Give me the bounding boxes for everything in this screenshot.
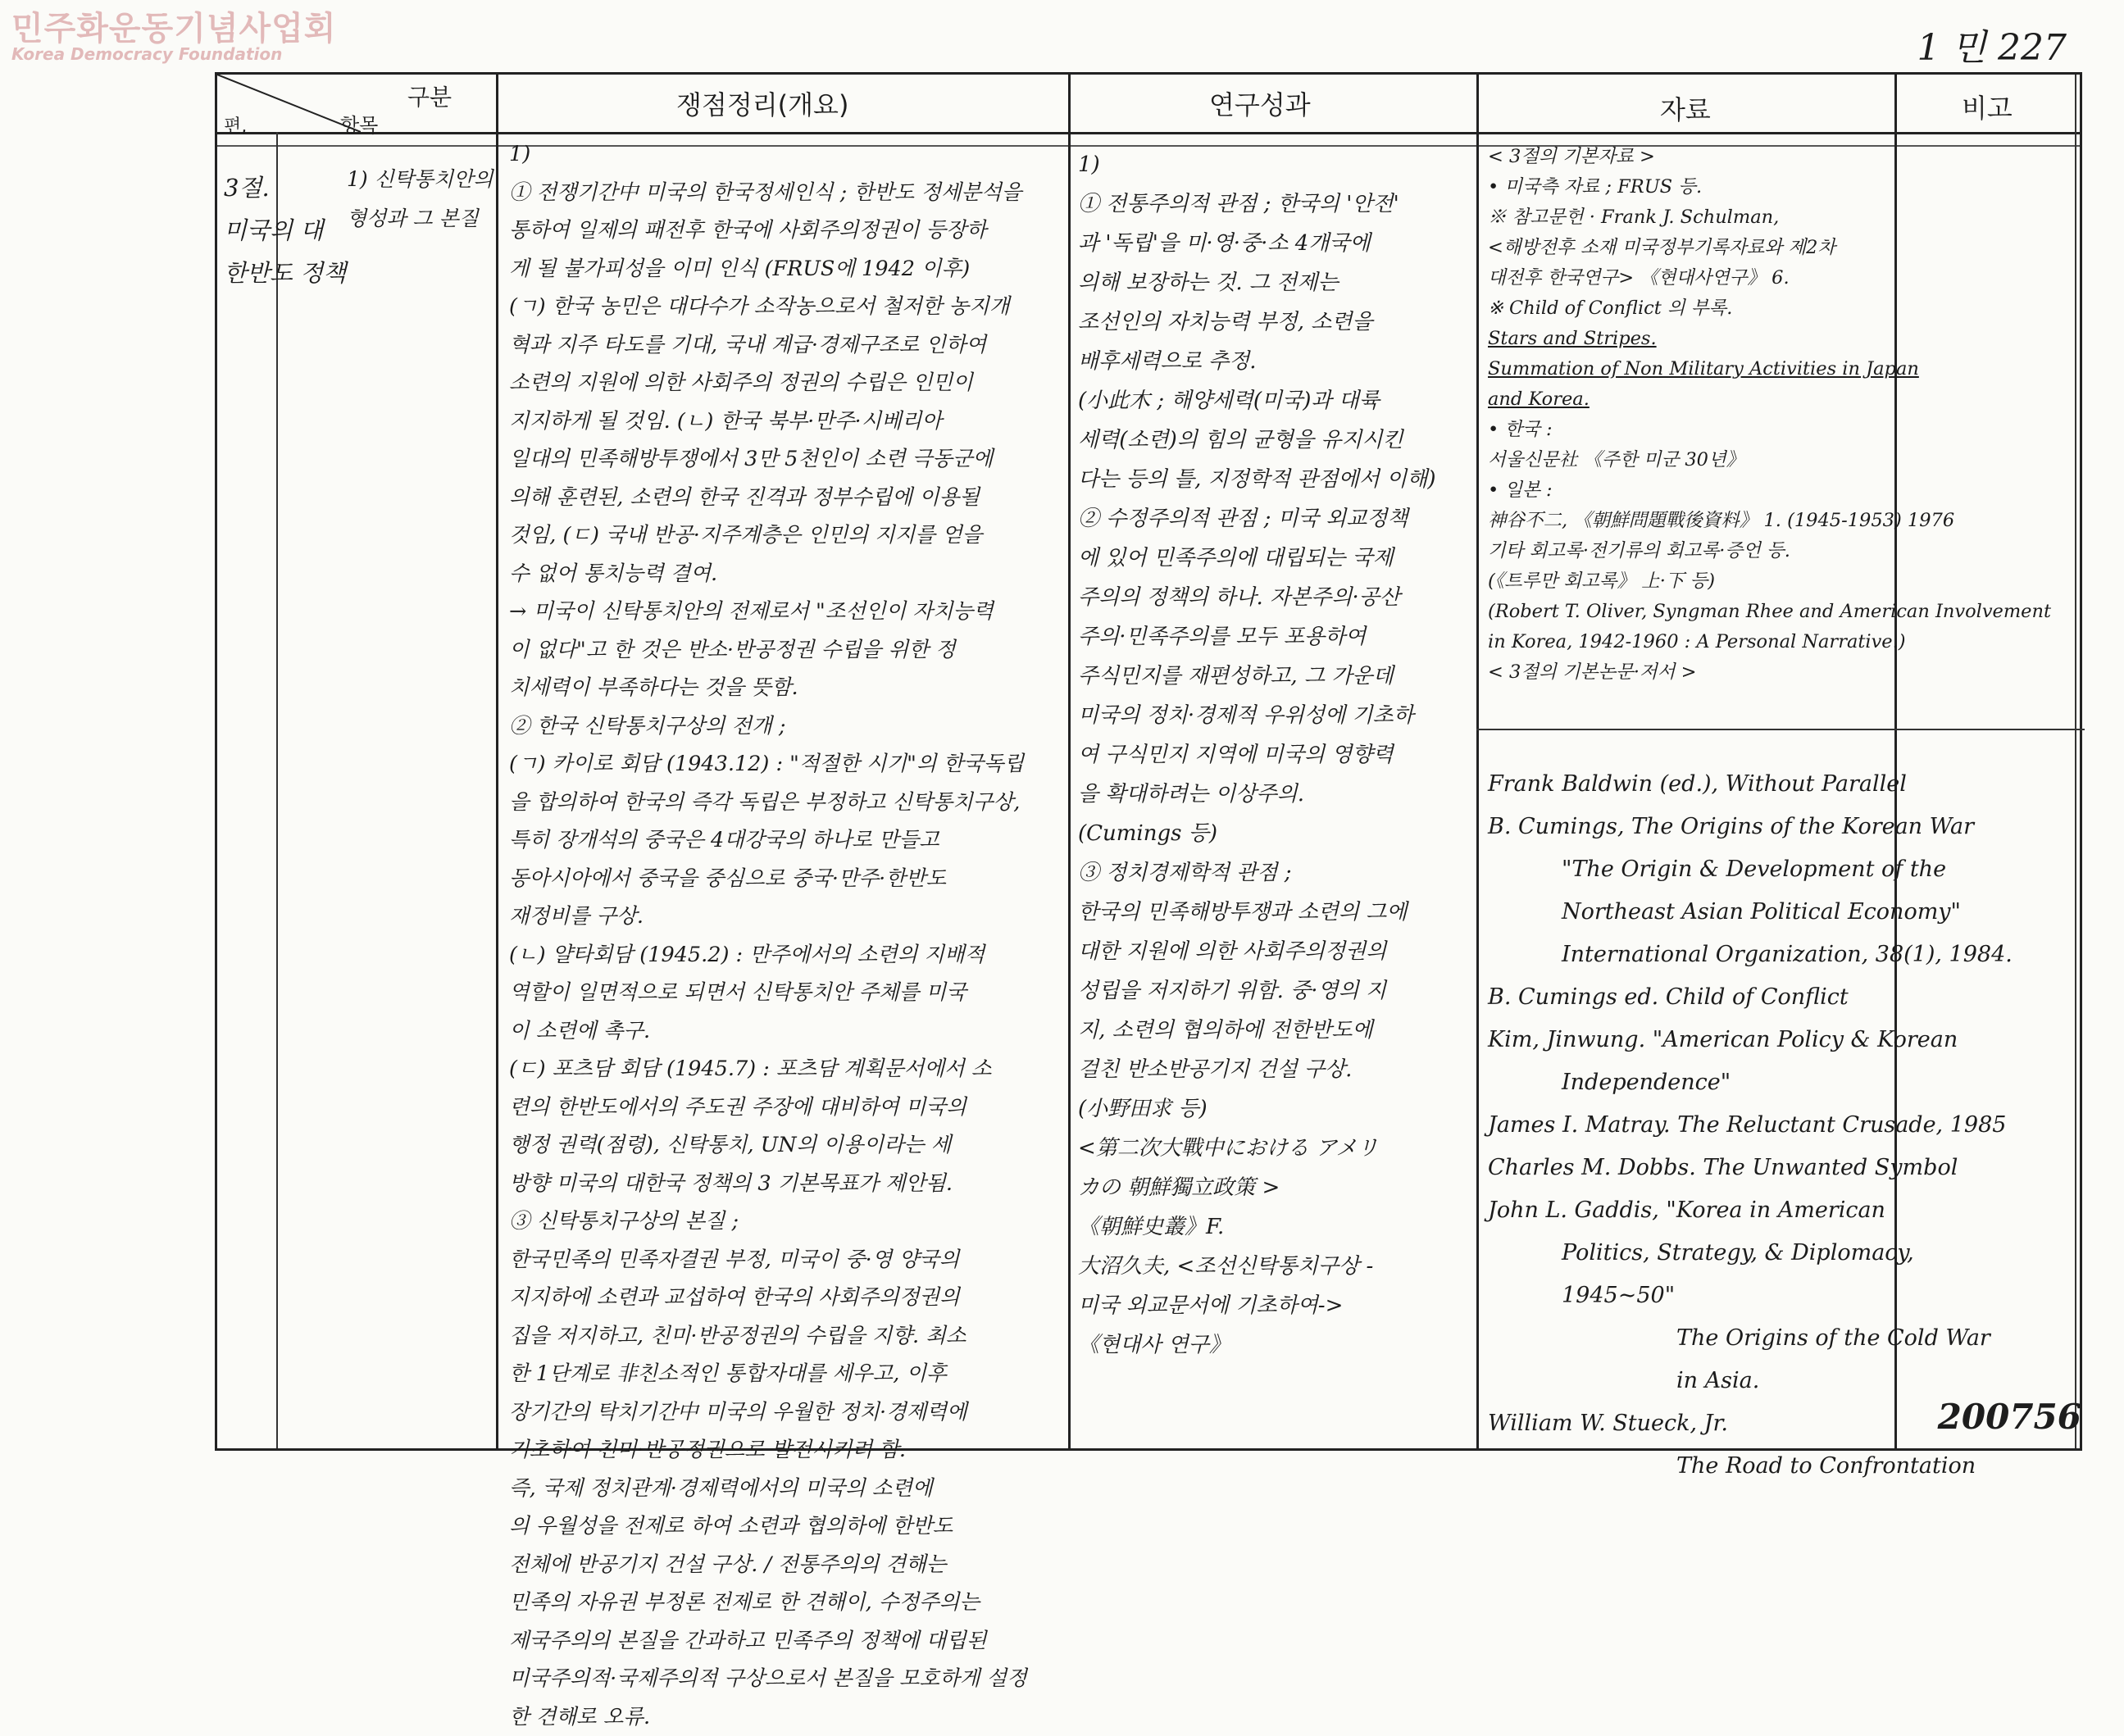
materials-line: <해방전후 소재 미국정부기록자료와 제2차 [1488, 233, 2078, 263]
research-line: 주식민지를 재편성하고, 그 가운데 [1078, 657, 1471, 696]
research-line: 한국의 민족해방투쟁과 소련의 그에 [1078, 893, 1471, 932]
materials-line: 대전후 한국연구> 《현대사연구》 6. [1488, 263, 2078, 293]
research-line: ③ 정치경제학적 관점 ; [1078, 853, 1471, 893]
materials-divider [1476, 729, 2085, 730]
issues-line: 기초하여 친미·반공정권으로 발전시키려 함. [509, 1431, 1063, 1470]
header-materials: 자료 [1660, 89, 1711, 127]
issues-line: 민족의 자유권 부정론 전제로 한 견해이, 수정주의는 [509, 1584, 1063, 1622]
issues-line: 행정 권력(점령), 신탁통치, UN의 이용이라는 세 [509, 1126, 1063, 1165]
research-line: ① 전통주의적 관점 ; 한국의 '안전' [1078, 184, 1471, 224]
issues-line: 게 될 불가피성을 이미 인식 (FRUS에 1942 이후) [509, 250, 1063, 289]
reference-line: B. Cumings, The Origins of the Korean War [1488, 806, 2062, 848]
materials-line: • 미국측 자료 ; FRUS 등. [1488, 172, 2078, 202]
issues-line: 1) [509, 135, 1063, 174]
issues-line: (ㄷ) 포츠담 회담 (1945.7) : 포츠담 계획문서에서 소 [509, 1050, 1063, 1088]
research-line: <第二次大戰中における アメリ [1078, 1129, 1471, 1168]
issues-line: 한 1단계로 非친소적인 통합자대를 세우고, 이후 [509, 1355, 1063, 1393]
materials-line: ※ Child of Conflict 의 부록. [1488, 293, 2078, 324]
page-number: 1 민 227 [1917, 18, 2067, 70]
research-line: 지, 소련의 협의하에 전한반도에 [1078, 1011, 1471, 1050]
research-line: (小此木 ; 해양세력(미국)과 대륙 [1078, 381, 1471, 420]
header-issues: 쟁점정리(개요) [676, 84, 848, 122]
research-line: 주의·민족주의를 모두 포용하여 [1078, 617, 1471, 657]
research-line: 조선인의 자치능력 부정, 소련을 [1078, 302, 1471, 342]
issues-line: 이 없다"고 한 것은 반소·반공정권 수립을 위한 정 [509, 631, 1063, 670]
research-line: 배후세력으로 추정. [1078, 342, 1471, 381]
issues-line: 통하여 일제의 패전후 한국에 사회주의정권이 등장하 [509, 211, 1063, 250]
research-line: 大沼久夫, <조선신탁통치구상 - [1078, 1247, 1471, 1286]
reference-line: Charles M. Dobbs. The Unwanted Symbol [1488, 1147, 2062, 1189]
issues-line: (ㄱ) 한국 농민은 대다수가 소작농으로서 철저한 농지개 [509, 288, 1063, 326]
materials-line: Summation of Non Military Activities in Japan [1488, 354, 2078, 384]
research-line: 대한 지원에 의한 사회주의정권의 [1078, 932, 1471, 971]
issues-line: 련의 한반도에서의 주도권 주장에 대비하여 미국의 [509, 1088, 1063, 1127]
reference-line: 1945~50" [1488, 1275, 2062, 1317]
research-line: 의해 보장하는 것. 그 전제는 [1078, 263, 1471, 302]
reference-line: William W. Stueck, Jr. [1488, 1402, 2062, 1445]
issues-line: ① 전쟁기간中 미국의 한국정세인식 ; 한반도 정세분석을 [509, 174, 1063, 212]
issues-line: 의 우월성을 전제로 하여 소련과 협의하에 한반도 [509, 1507, 1063, 1546]
issues-line: 것임, (ㄷ) 국내 반공·지주계층은 인민의 지지를 얻을 [509, 516, 1063, 555]
research-line: 성립을 저지하기 위함. 중·영의 지 [1078, 971, 1471, 1011]
cell-materials-primary [1488, 142, 2078, 688]
chapter-line: 3절. [224, 166, 355, 209]
research-line: 주의의 정책의 하나. 자본주의·공산 [1078, 578, 1471, 617]
materials-line: 기타 회고록·전기류의 회고록·증언 등. [1488, 536, 2078, 566]
reference-line: Politics, Strategy, & Diplomacy, [1488, 1232, 2062, 1275]
header-research: 연구성과 [1209, 84, 1311, 122]
materials-line: Stars and Stripes. [1488, 324, 2078, 354]
materials-line: 서울신문社 《주한 미군 30년》 [1488, 445, 2078, 475]
research-line: 1) [1078, 145, 1471, 184]
item-line: 형성과 그 본질 [347, 199, 496, 239]
reference-line: in Asia. [1488, 1360, 2062, 1402]
issues-line: 특히 장개석의 중국은 4대강국의 하나로 만들고 [509, 821, 1063, 860]
materials-line: and Korea. [1488, 384, 2078, 415]
reference-line: The Origins of the Cold War [1488, 1317, 2062, 1360]
materials-line: < 3절의 기본논문·저서 > [1488, 657, 2078, 688]
materials-line: (Robert T. Oliver, Syngman Rhee and American Involvement [1488, 597, 2078, 627]
issues-line: 한 견해로 오류. [509, 1698, 1063, 1736]
issues-line: 제국주의의 본질을 간과하고 민족주의 정책에 대립된 [509, 1622, 1063, 1661]
cell-issues-summary [509, 135, 1063, 1736]
col-divider-issues [1068, 75, 1071, 1448]
materials-line: • 일본 : [1488, 475, 2078, 506]
reference-line: Northeast Asian Political Economy" [1488, 891, 2062, 934]
issues-line: 미국주의적·국제주의적 구상으로서 본질을 모호하게 설정 [509, 1660, 1063, 1698]
col-divider-research [1476, 75, 1479, 1448]
issues-line: 장기간의 탁치기간中 미국의 우월한 정치·경제력에 [509, 1393, 1063, 1432]
header-pyeon: 편, [224, 112, 247, 138]
materials-line: 神谷不二, 《朝鮮問題戰後資料》 1. (1945-1953) 1976 [1488, 506, 2078, 536]
issues-line: 지지하게 될 것임. (ㄴ) 한국 북부·만주·시베리아 [509, 402, 1063, 441]
chapter-line: 미국의 대 [224, 209, 355, 252]
cell-item [347, 160, 496, 239]
research-line: ② 수정주의적 관점 ; 미국 외교정책 [1078, 499, 1471, 539]
issues-line: 역할이 일면적으로 되면서 신탁통치안 주체를 미국 [509, 974, 1063, 1012]
issues-line: 일대의 민족해방투쟁에서 3만 5천인이 소련 극동군에 [509, 440, 1063, 479]
reference-line: B. Cumings ed. Child of Conflict [1488, 976, 2062, 1019]
issues-line: 이 소련에 촉구. [509, 1012, 1063, 1051]
issues-line: 치세력이 부족하다는 것을 뜻함. [509, 669, 1063, 707]
research-line: 《朝鮮史叢》F. [1078, 1207, 1471, 1247]
issues-line: 재정비를 구상. [509, 898, 1063, 936]
materials-line: in Korea, 1942-1960 : A Personal Narrative.) [1488, 627, 2078, 657]
research-line: 을 확대하려는 이상주의. [1078, 775, 1471, 814]
reference-line: International Organization, 38(1), 1984. [1488, 934, 2062, 976]
issues-line: 의해 훈련된, 소련의 한국 진격과 정부수립에 이용될 [509, 479, 1063, 517]
header-remarks: 비고 [1962, 88, 2013, 125]
watermark-korean: 민주화운동기념사업회 [11, 11, 336, 46]
issues-line: 동아시아에서 중국을 중심으로 중국·만주·한반도 [509, 860, 1063, 898]
issues-line: 집을 저지하고, 친미·반공정권의 수립을 지향. 최소 [509, 1317, 1063, 1356]
issues-line: (ㄴ) 얄타회담 (1945.2) : 만주에서의 소련의 지배적 [509, 936, 1063, 975]
research-line: (小野田求 등) [1078, 1089, 1471, 1129]
item-line: 1) 신탁통치안의 [347, 160, 496, 199]
issues-line: 즉, 국제 정치관계·경제력에서의 미국의 소련에 [509, 1470, 1063, 1508]
materials-line: (《트루만 회고록》 上·下 등) [1488, 566, 2078, 597]
col-divider-chapter [276, 132, 278, 1448]
research-line: 미국의 정치·경제적 우위성에 기초하 [1078, 696, 1471, 735]
research-line: 세력(소련)의 힘의 균형을 유지시킨 [1078, 420, 1471, 460]
issues-line: 방향 미국의 대한국 정책의 3 기본목표가 제안됨. [509, 1165, 1063, 1203]
research-line: 《현대사 연구》 [1078, 1325, 1471, 1365]
reference-line: Frank Baldwin (ed.), Without Parallel [1488, 763, 2062, 806]
research-line: 다는 등의 틀, 지정학적 관점에서 이해) [1078, 460, 1471, 499]
research-line: 미국 외교문서에 기초하여-> [1078, 1286, 1471, 1325]
issues-line: ③ 신탁통치구상의 본질 ; [509, 1202, 1063, 1241]
document-table [215, 72, 2082, 1451]
issues-line: 소련의 지원에 의한 사회주의 정권의 수립은 인민이 [509, 364, 1063, 402]
header-hangmok: 항목 [340, 109, 378, 138]
research-line: カの 朝鮮獨立政策 > [1078, 1168, 1471, 1207]
issues-line: 을 합의하여 한국의 즉각 독립은 부정하고 신탁통치구상, [509, 784, 1063, 822]
research-line: 과 '독립'을 미·영·중·소 4개국에 [1078, 224, 1471, 263]
issues-line: 전체에 반공기지 건설 구상. / 전통주의의 견해는 [509, 1546, 1063, 1584]
issues-line: → 미국이 신탁통치안의 전제로서 "조선인이 자치능력 [509, 593, 1063, 631]
reference-line: Kim, Jinwung. "American Policy & Korean [1488, 1019, 2062, 1061]
watermark-logo [11, 11, 336, 63]
reference-line: John L. Gaddis, "Korea in American [1488, 1189, 2062, 1232]
issues-line: 한국민족의 민족자결권 부정, 미국이 중·영 양국의 [509, 1241, 1063, 1279]
cell-materials-secondary [1488, 763, 2062, 1488]
stamp-number: 200756 [1938, 1397, 2081, 1437]
header-gubun: 구분 [407, 80, 452, 112]
research-line: (Cumings 등) [1078, 814, 1471, 853]
issues-line: 지지하에 소련과 교섭하여 한국의 사회주의정권의 [509, 1279, 1063, 1317]
research-line: 걸친 반소반공기지 건설 구상. [1078, 1050, 1471, 1089]
materials-line: • 한국 : [1488, 415, 2078, 445]
reference-line: James I. Matray. The Reluctant Crusade, 1985 [1488, 1104, 2062, 1147]
reference-line: The Road to Confrontation [1488, 1445, 2062, 1488]
cell-chapter [224, 166, 355, 294]
materials-line: ※ 참고문헌 · Frank J. Schulman, [1488, 202, 2078, 233]
materials-line: < 3절의 기본자료 > [1488, 142, 2078, 172]
watermark-english: Korea Democracy Foundation [11, 46, 336, 63]
research-line: 에 있어 민족주의에 대립되는 국제 [1078, 539, 1471, 578]
chapter-line: 한반도 정책 [224, 252, 355, 294]
reference-line: Independence" [1488, 1061, 2062, 1104]
cell-research-results [1078, 145, 1471, 1365]
issues-line: (ㄱ) 카이로 회담 (1943.12) : "적절한 시기"의 한국독립 [509, 745, 1063, 784]
issues-line: ② 한국 신탁통치구상의 전개 ; [509, 707, 1063, 746]
reference-line: "The Origin & Development of the [1488, 848, 2062, 891]
issues-line: 수 없어 통치능력 결여. [509, 555, 1063, 593]
research-line: 여 구식민지 지역에 미국의 영향력 [1078, 735, 1471, 775]
col-divider-item [496, 75, 498, 1448]
issues-line: 혁과 지주 타도를 기대, 국내 계급·경제구조로 인하여 [509, 326, 1063, 365]
